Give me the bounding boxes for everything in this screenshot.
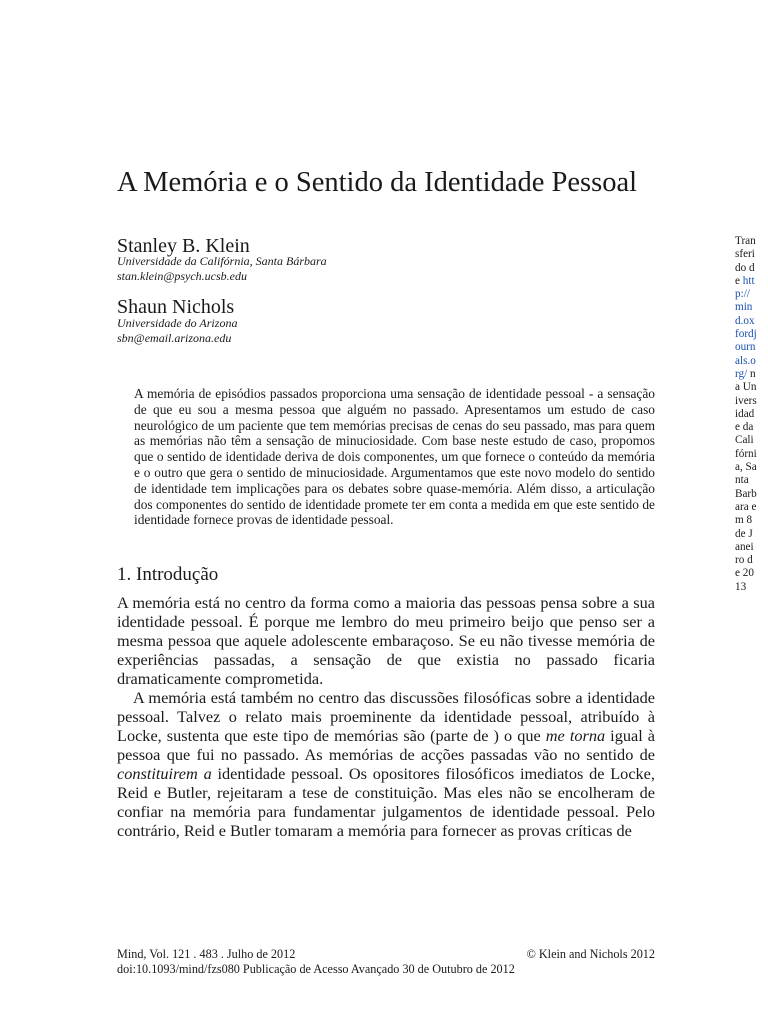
paragraph-1: A memória está no centro da forma como a maioria das pessoas pensa sobre a sua identidade pessoal. É porque me lembro do meu primeiro beijo que penso ser a mesma pessoa que aquele adolescente embaraçoso. Se eu não tivesse memória de experiências passadas, a sensação de que existia no passado ficaria dramaticamente comprometida. [117,593,655,688]
author-name-2: Shaun Nichols [117,296,235,318]
paragraph-2-italic-a: me torna [545,726,606,745]
author-affiliation-2: Universidade do Arizona [117,316,238,330]
paragraph-2-italic-b: constituirem a [117,764,212,783]
footer-citation [117,947,515,977]
author-affiliation-1: Universidade da Califórnia, Santa Bárbara [117,254,327,268]
paragraph-2 [117,688,655,840]
abstract: A memória de episódios passados proporciona uma sensação de identidade pessoal - a sensação de que eu sou a mesma pessoa que alguém no passado. Apresentamos um estudo de caso neurológico de um paciente que tem memórias precisas de cenas do seu passado, mas para quem as memórias não têm a sensação de minuciosidade. Com base neste estudo de caso, propomos que o sentido de identidade deriva de dois componentes, um que fornece o conteúdo da memória e o outro que gera o sentido de minuciosidade. Argumentamos que este novo modelo do sentido de identidade tem implicações para os debates sobre quase-memória. Além disso, a articulação dos componentes do sentido de identidade promete ter em conta a medida em que este sentido de identidade fornece provas de identidade pessoal. [134,386,655,528]
article-title: A Memória e o Sentido da Identidade Pessoal [117,167,638,198]
author-name-1: Stanley B. Klein [117,235,250,257]
paragraph-2-text-b: igual à pessoa que fui no passado. As memórias de acções passadas vão no sentido de [117,726,656,764]
section-heading: 1. Introdução [117,564,219,585]
footer-journal: Mind, Vol. 121 . 483 . Julho de 2012 [117,947,296,961]
footer-copyright: © Klein and Nichols 2012 [526,947,655,961]
download-source-link[interactable]: http://mind.oxfordjournals.org/ [735,274,757,380]
author-email-2: sbn@email.arizona.edu [117,331,232,345]
paragraph-2-text-c: identidade pessoal. Os opositores filosóficos imediatos de Locke, Reid e Butler, rejeitaram a tese de constituição. Mas eles não se encolheram de confiar na memória para fundamentar julgamentos de identidade pessoal. Pelo contrário, Reid e Butler tomaram a memória para fornecer as provas críticas de [117,764,655,840]
body-text [117,593,655,840]
download-notice [735,235,757,594]
download-notice-prefix: Transferido de [735,235,756,287]
download-notice-suffix: na Universidade da Califórnia, Santa Barbara em 8 de Janeiro de 2013 [735,367,757,593]
paragraph-2-text-a: A memória está também no centro das discussões filosóficas sobre a identidade pessoal. Talvez o relato mais proeminente da identidade pessoal, atribuído à Locke, sustenta que este tipo de memórias são (parte de ) o que [117,688,655,745]
author-email-1: stan.klein@psych.ucsb.edu [117,269,248,283]
footer-doi: doi:10.1093/mind/fzs080 Publicação de Acesso Avançado 30 de Outubro de 2012 [117,962,515,976]
